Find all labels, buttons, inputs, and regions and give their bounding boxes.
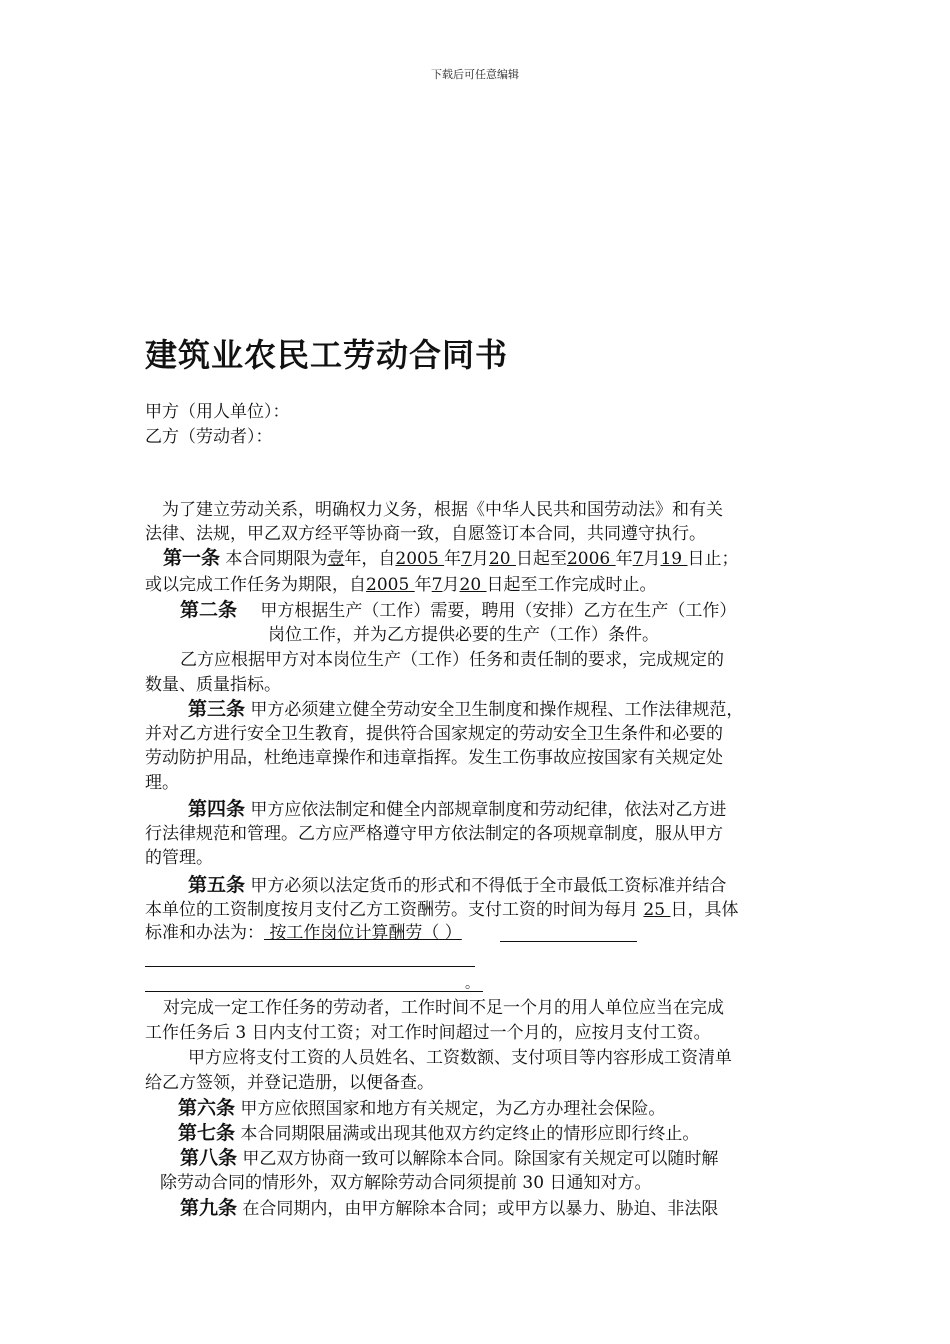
article-5-line: 对完成一定工作任务的劳动者，工作时间不足一个月的用人单位应当在完成 bbox=[163, 998, 724, 1018]
article-1-label: 第一条 bbox=[163, 547, 221, 569]
end-year: 2006 bbox=[566, 549, 616, 569]
intro-line: 为了建立劳动关系，明确权力义务，根据《中华人民共和国劳动法》和有关 bbox=[162, 500, 723, 520]
text: 本单位的工资制度按月支付乙方工资酬劳。支付工资的时间为每月 bbox=[145, 900, 644, 920]
start-day: 20 bbox=[488, 549, 516, 569]
article-2-label: 第二条 bbox=[180, 599, 238, 621]
article-4-label: 第四条 bbox=[188, 798, 246, 820]
article-5-line bbox=[145, 921, 462, 945]
text: 甲方应依照国家和地方有关规定，为乙方办理社会保险。 bbox=[240, 1099, 666, 1119]
start-year: 2005 bbox=[395, 549, 445, 569]
article-3-line: 并对乙方进行安全卫生教育，提供符合国家规定的劳动安全卫生条件和必要的 bbox=[145, 724, 723, 744]
article-2-line: 岗位工作，并为乙方提供必要的生产（工作）条件。 bbox=[268, 625, 659, 645]
article-8-line bbox=[180, 1146, 718, 1171]
party-b-label: 乙方（劳动者）： bbox=[145, 427, 273, 447]
text: 日起至 bbox=[515, 549, 567, 569]
text: 标准和办法为： bbox=[145, 923, 264, 943]
text: 日，具体 bbox=[670, 900, 739, 920]
article-6-label: 第六条 bbox=[178, 1097, 236, 1119]
pay-day: 25 bbox=[643, 900, 671, 920]
article-1-line bbox=[163, 546, 739, 571]
text: 甲乙双方协商一致可以解除本合同。除国家有关规定可以随时解 bbox=[242, 1149, 719, 1169]
article-5-line bbox=[145, 898, 738, 922]
text: 年 bbox=[615, 549, 633, 569]
text: 甲方应依法制定和健全内部规章制度和劳动纪律，依法对乙方进 bbox=[250, 800, 727, 820]
task-start-month: 7 bbox=[431, 575, 443, 595]
text: 甲方根据生产（工作）需要，聘用（安排）乙方在生产（工作） bbox=[260, 601, 737, 621]
text: 月 bbox=[643, 549, 661, 569]
text: 月 bbox=[471, 549, 489, 569]
end-mark: 。 bbox=[465, 976, 479, 992]
article-4-line bbox=[188, 797, 726, 822]
text: 年 bbox=[414, 575, 432, 595]
article-3-label: 第三条 bbox=[188, 698, 246, 720]
text: 年 bbox=[444, 549, 462, 569]
text: 年，自 bbox=[344, 549, 396, 569]
text: 日止； bbox=[687, 549, 739, 569]
article-7-line bbox=[178, 1121, 699, 1146]
contract-term: 壹 bbox=[327, 549, 345, 569]
start-month: 7 bbox=[461, 549, 472, 569]
text: 日起至工作完成时止。 bbox=[486, 575, 657, 595]
text: 甲方必须以法定货币的形式和不得低于全市最低工资标准并结合 bbox=[250, 876, 727, 896]
article-3-line: 劳动防护用品，杜绝违章操作和违章指挥。发生工伤事故应按国家有关规定处 bbox=[145, 748, 723, 768]
article-8-label: 第八条 bbox=[180, 1147, 238, 1169]
text: 在合同期内，由甲方解除本合同；或甲方以暴力、胁迫、非法限 bbox=[242, 1199, 719, 1219]
article-2-line: 数量、质量指标。 bbox=[145, 675, 281, 695]
text: 本合同期限为 bbox=[225, 549, 328, 569]
pay-method: 按工作岗位计算酬劳（ ） bbox=[264, 923, 462, 943]
header-note: 下载后可任意编辑 bbox=[431, 68, 519, 81]
task-start-year: 2005 bbox=[366, 575, 415, 595]
article-2-line: 乙方应根据甲方对本岗位生产（工作）任务和责任制的要求，完成规定的 bbox=[180, 650, 724, 670]
article-5-line bbox=[188, 873, 726, 898]
task-start-day: 20 bbox=[459, 575, 487, 595]
intro-line: 法律、法规，甲乙双方经平等协商一致，自愿签订本合同，共同遵守执行。 bbox=[145, 524, 706, 544]
article-2-line bbox=[180, 598, 736, 623]
text: 本合同期限届满或出现其他双方约定终止的情形应即行终止。 bbox=[240, 1124, 700, 1144]
party-a-label: 甲方（用人单位）： bbox=[145, 402, 290, 422]
article-5-label: 第五条 bbox=[188, 874, 246, 896]
end-month: 7 bbox=[632, 549, 644, 569]
article-5-line: 给乙方签领，并登记造册，以便备查。 bbox=[145, 1073, 434, 1093]
article-3-line bbox=[188, 697, 743, 722]
fill-blank-line bbox=[500, 941, 637, 942]
article-7-label: 第七条 bbox=[178, 1122, 236, 1144]
article-5-line: 工作任务后 3 日内支付工资；对工作时间超过一个月的，应按月支付工资。 bbox=[145, 1023, 711, 1043]
fill-blank-line bbox=[145, 991, 483, 992]
article-8-line: 除劳动合同的情形外，双方解除劳动合同须提前 30 日通知对方。 bbox=[160, 1173, 652, 1193]
article-4-line: 的管理。 bbox=[145, 848, 213, 868]
text: 或以完成工作任务为期限，自 bbox=[145, 575, 366, 595]
article-4-line: 行法律规范和管理。乙方应严格遵守甲方依法制定的各项规章制度，服从甲方 bbox=[145, 824, 723, 844]
article-1-line bbox=[145, 573, 657, 597]
article-9-label: 第九条 bbox=[180, 1197, 238, 1219]
text: 甲方必须建立健全劳动安全卫生制度和操作规程、工作法律规范， bbox=[250, 700, 744, 720]
end-day: 19 bbox=[660, 549, 688, 569]
article-9-line bbox=[180, 1196, 718, 1221]
article-6-line bbox=[178, 1096, 665, 1121]
text: 月 bbox=[442, 575, 460, 595]
fill-blank-line bbox=[145, 966, 475, 967]
document-title: 建筑业农民工劳动合同书 bbox=[145, 336, 509, 374]
article-5-line: 甲方应将支付工资的人员姓名、工资数额、支付项目等内容形成工资清单 bbox=[188, 1048, 732, 1068]
article-3-line: 理。 bbox=[145, 773, 179, 793]
